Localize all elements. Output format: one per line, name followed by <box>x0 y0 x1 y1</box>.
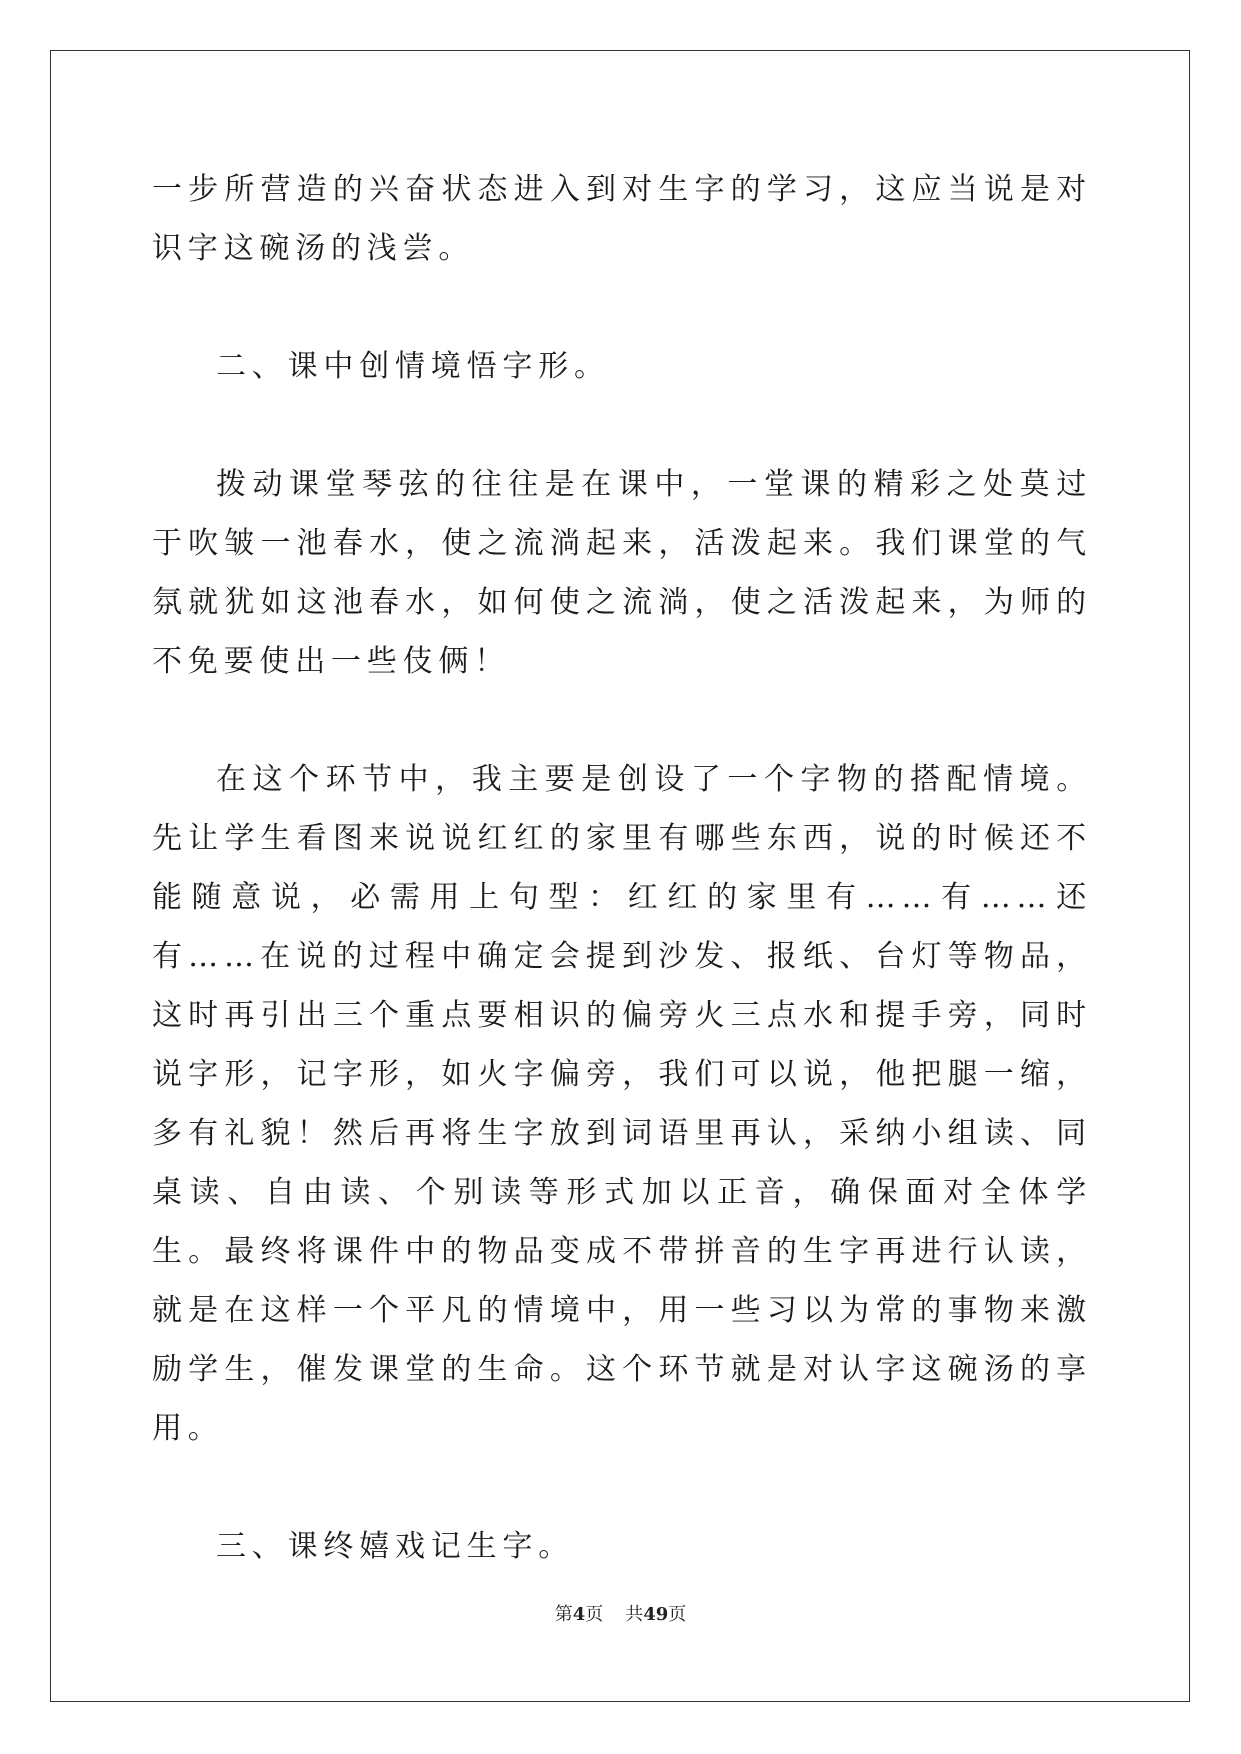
paragraph-continuation: 一步所营造的兴奋状态进入到对生字的学习，这应当说是对识字这碗汤的浅尝。 <box>152 172 1092 266</box>
footer-total-unit: 页 <box>668 1604 687 1625</box>
document-body <box>152 160 1092 1576</box>
footer-prefix: 第 <box>554 1604 573 1625</box>
total-pages: 49 <box>643 1604 669 1625</box>
section-heading-3: 三、课终嬉戏记生字。 <box>216 1529 574 1564</box>
paragraph-main: 在这个环节中，我主要是创设了一个字物的搭配情境。先让学生看图来说说红红的家里有哪些东西，说的时候还不能随意说，必需用上句型：红红的家里有……有……还有……在说的过程中确定会提到沙发、报纸、台灯等物品，这时再引出三个重点要相识的偏旁火三点水和提手旁，同时说字形，记字形，如火字偏旁，我们可以说，他把腿一缩，多有礼貌！然后再将生字放到词语里再认，采纳小组读、同桌读、自由读、个别读等形式加以正音，确保面对全体学生。最终将课件中的物品变成不带拼音的生字再进行认读，就是在这样一个平凡的情境中，用一些习以为常的事物来激励学生，催发课堂的生命。这个环节就是对认字这碗汤的享用。 <box>152 762 1092 1446</box>
page-number: 4 <box>572 1604 586 1625</box>
footer-page-unit: 页 <box>585 1604 604 1625</box>
section-heading-2: 二、课中创情境悟字形。 <box>216 349 610 384</box>
paragraph-intro: 拨动课堂琴弦的往往是在课中，一堂课的精彩之处莫过于吹皱一池春水，使之流淌起来，活泼起来。我们课堂的气氛就犹如这池春水，如何使之流淌，使之活泼起来，为师的不免要使出一些伎俩！ <box>152 467 1092 679</box>
footer-total-prefix: 共 <box>625 1604 644 1625</box>
page-footer <box>0 1600 1241 1626</box>
